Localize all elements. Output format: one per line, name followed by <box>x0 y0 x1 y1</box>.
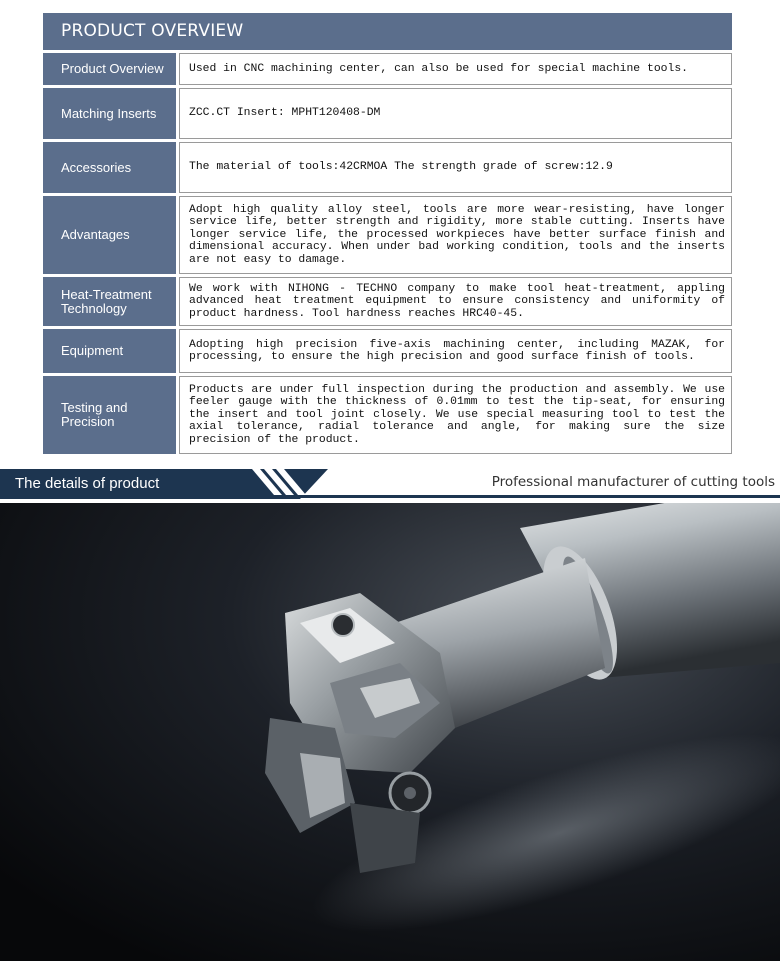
row-value-text: The material of tools:42CRMOA The strength grade of screw:12.9 <box>189 161 613 174</box>
row-value <box>179 329 732 373</box>
row-label: Testing and Precision <box>43 376 176 454</box>
row-value <box>179 142 732 193</box>
row-value-text: We work with NIHONG - TECHNO company to make tool heat-treatment, appling advanced heat treatment equipment to ensure consistency and uniformity of product hardness. Tool hardness reaches HRC40-45. <box>189 282 725 320</box>
product-photo <box>0 503 780 961</box>
banner-stripes-decoration <box>248 469 318 495</box>
banner-title: The details of product <box>15 475 160 492</box>
row-value-text: Products are under full inspection during the production and assembly. We use feeler gauge with the thickness of 0.01mm to test the tip-seat, for ensuring the insert and tool joint closely. We use special measuring tool to test the axial tolerance, radial tolerance and angle, for making sure the size precision of the product. <box>189 383 725 446</box>
row-label: Advantages <box>43 196 176 274</box>
table-row <box>43 142 732 193</box>
row-label: Product Overview <box>43 53 176 85</box>
row-value <box>179 196 732 274</box>
end-mill-illustration <box>0 503 780 961</box>
banner-tagline: Professional manufacturer of cutting tools <box>491 474 775 490</box>
table-row <box>43 53 732 85</box>
details-banner <box>0 469 780 499</box>
row-value-text: Adopt high quality alloy steel, tools are more wear-resisting, have longer service life, better strength and rigidity, more stable cutting. Inserts have longer service life, the processed workpieces have better surface finish and dimensional accuracy. When under bad working condition, tools and the inserts are not easy to damage. <box>189 203 725 266</box>
product-overview-table <box>43 13 732 454</box>
row-value <box>179 88 732 139</box>
table-row <box>43 196 732 274</box>
row-label: Accessories <box>43 142 176 193</box>
banner-underline <box>300 495 780 498</box>
row-value <box>179 53 732 85</box>
row-value-text: ZCC.CT Insert: MPHT120408-DM <box>189 107 381 120</box>
row-label: Matching Inserts <box>43 88 176 139</box>
row-value <box>179 376 732 454</box>
row-label: Equipment <box>43 329 176 373</box>
table-row <box>43 277 732 326</box>
table-row <box>43 88 732 139</box>
row-value-text: Used in CNC machining center, can also be used for special machine tools. <box>189 62 688 75</box>
table-row <box>43 376 732 454</box>
overview-title: PRODUCT OVERVIEW <box>43 13 732 50</box>
row-label: Heat-Treatment Technology <box>43 277 176 326</box>
table-row <box>43 329 732 373</box>
row-value <box>179 277 732 326</box>
row-value-text: Adopting high precision five-axis machining center, including MAZAK, for processing, to ensure the high precision and good surface finish of tools. <box>189 338 725 363</box>
